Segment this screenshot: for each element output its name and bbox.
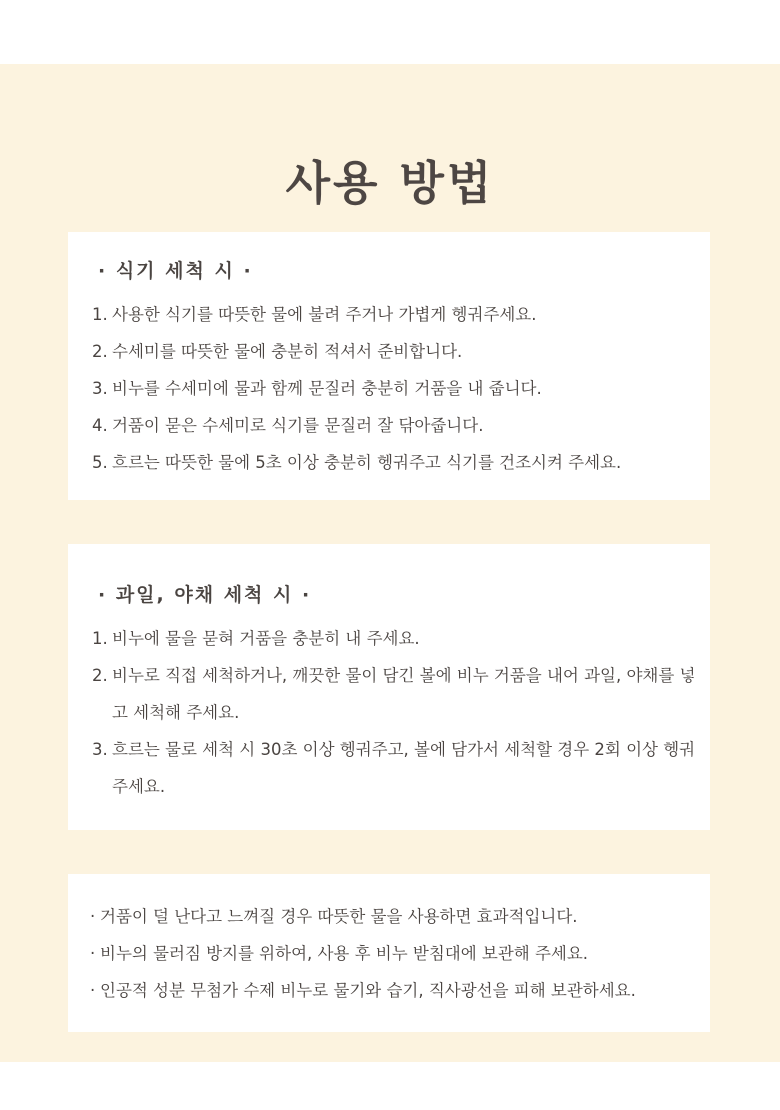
step-text: 비누로 직접 세척하거나, 깨끗한 물이 담긴 볼에 비누 거품을 내어 과일, 야채를 넣고 세척해 주세요. — [112, 666, 696, 722]
produce-washing-heading: · 과일, 야채 세척 시 · — [98, 584, 312, 606]
step-number: 5. — [92, 453, 108, 472]
list-item — [92, 333, 696, 370]
list-item — [92, 407, 696, 444]
list-item — [90, 935, 700, 972]
notes-card — [68, 874, 710, 1032]
produce-washing-steps — [92, 620, 696, 805]
list-item — [92, 731, 696, 805]
bullet-dot: · — [90, 907, 96, 926]
step-text: 수세미를 따뜻한 물에 충분히 적셔서 준비합니다. — [112, 342, 463, 361]
step-text: 흐르는 물로 세척 시 30초 이상 헹궈주고, 볼에 담가서 세척할 경우 2회 이상 헹궈주세요. — [112, 740, 696, 796]
bullet-dot: · — [90, 981, 96, 1000]
step-number: 1. — [92, 305, 108, 324]
list-item — [92, 620, 696, 657]
list-item — [92, 370, 696, 407]
dish-washing-steps — [92, 296, 696, 481]
step-text: 거품이 묻은 수세미로 식기를 문질러 잘 닦아줍니다. — [112, 416, 484, 435]
step-number: 2. — [92, 666, 108, 685]
step-number: 3. — [92, 740, 108, 759]
dish-washing-heading: · 식기 세척 시 · — [98, 260, 253, 282]
note-text: 인공적 성분 무첨가 수제 비누로 물기와 습기, 직사광선을 피해 보관하세요. — [100, 981, 636, 1000]
step-text: 비누를 수세미에 물과 함께 문질러 충분히 거품을 내 줍니다. — [112, 379, 542, 398]
note-text: 거품이 덜 난다고 느껴질 경우 따뜻한 물을 사용하면 효과적입니다. — [100, 907, 578, 926]
page-title: 사용 방법 — [285, 155, 495, 210]
step-number: 2. — [92, 342, 108, 361]
step-text: 사용한 식기를 따뜻한 물에 불려 주거나 가볍게 헹궈주세요. — [112, 305, 537, 324]
note-text: 비누의 물러짐 방지를 위하여, 사용 후 비누 받침대에 보관해 주세요. — [100, 944, 589, 963]
dish-washing-card — [68, 232, 710, 500]
notes-list — [90, 898, 700, 1009]
list-item — [92, 444, 696, 481]
list-item — [90, 972, 700, 1009]
bullet-dot: · — [90, 944, 96, 963]
step-text: 흐르는 따뜻한 물에 5초 이상 충분히 헹궈주고 식기를 건조시켜 주세요. — [112, 453, 622, 472]
list-item — [90, 898, 700, 935]
step-number: 4. — [92, 416, 108, 435]
step-number: 3. — [92, 379, 108, 398]
list-item — [92, 657, 696, 731]
step-text: 비누에 물을 묻혀 거품을 충분히 내 주세요. — [112, 629, 420, 648]
list-item — [92, 296, 696, 333]
produce-washing-card — [68, 544, 710, 830]
step-number: 1. — [92, 629, 108, 648]
